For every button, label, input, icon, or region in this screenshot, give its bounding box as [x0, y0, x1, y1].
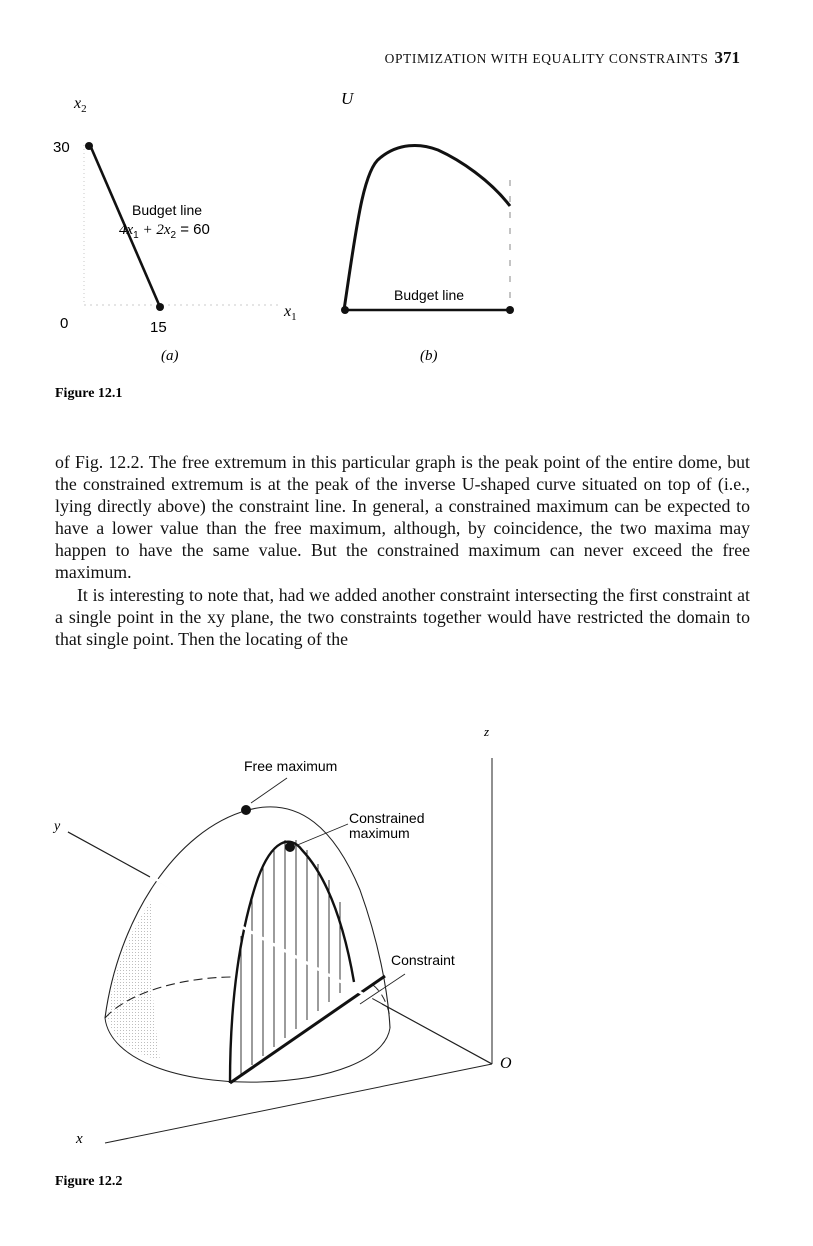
panel-a-origin-label: 0: [60, 315, 69, 332]
x-intercept-point: [156, 303, 164, 311]
free-max-leader: [251, 778, 287, 803]
panel-b-right-point: [506, 306, 514, 314]
y-axis-visible-near: [382, 1004, 492, 1064]
paragraph-2: It is interesting to note that, had we added another constraint intersecting the first constraint at a single point in the xy plane, the two constraints together would have restricted the domain to that single point. Then the locating of the: [55, 584, 750, 649]
paragraph-1: of Fig. 12.2. The free extremum in this particular graph is the peak point of the entire dome, but the constrained extremum is at the peak of the inverse U-shaped curve situated on top of (i.e., lying directly above) the constraint line. In general, a constrained maximum can be expected to have a lower value than the free maximum, although, by coincidence, the two maxima may happen to have the same value. But the constrained maximum can never exceed the free maximum.: [55, 452, 750, 583]
constrained-max-leader: [295, 824, 348, 846]
panel-b-y-axis-label: U: [341, 89, 354, 108]
panel-a-x-axis-label: $x_1$: [284, 303, 297, 323]
budget-line-label: Budget line: [132, 202, 203, 218]
figure-12-2-caption: Figure 12.2: [55, 1174, 123, 1189]
budget-equation: $4x_1 + 2x_2 = 60$: [119, 221, 210, 241]
y-axis-visible: [68, 832, 150, 877]
utility-curve: [344, 145, 510, 310]
panel-a-x-intercept-label: 15: [150, 319, 167, 336]
figure-12-2: [0, 700, 813, 1246]
origin-label: O: [500, 1055, 512, 1072]
free-maximum-point: [241, 805, 251, 815]
figure-12-1-caption: Figure 12.1: [55, 386, 123, 401]
constraint-surface-fill: [230, 842, 354, 1083]
constrained-maximum-label-1: Constrained: [349, 810, 425, 826]
z-axis-label: z: [484, 724, 490, 739]
panel-a-y-axis-label: $x_2$: [74, 95, 87, 115]
y-axis-label: y: [54, 819, 61, 834]
page-number: 371: [714, 48, 740, 67]
panel-a-label: (a): [161, 348, 179, 364]
x-axis: [105, 1064, 492, 1143]
running-head-title: OPTIMIZATION WITH EQUALITY CONSTRAINTS: [384, 51, 709, 66]
constrained-maximum-point: [285, 842, 295, 852]
panel-b-left-point: [341, 306, 349, 314]
panel-a: [53, 95, 297, 364]
body-text: [55, 451, 750, 650]
panel-b-budget-line-label: Budget line: [394, 287, 465, 303]
y-intercept-point: [85, 142, 93, 150]
constraint-label: Constraint: [391, 952, 455, 968]
panel-b: [341, 89, 514, 364]
free-maximum-label: Free maximum: [244, 758, 338, 774]
figure-12-1: [0, 0, 813, 420]
x-axis-label: x: [76, 1131, 83, 1147]
constrained-maximum-label-2: maximum: [349, 825, 410, 841]
dome-shading: [108, 900, 160, 1060]
panel-b-label: (b): [420, 348, 438, 364]
panel-a-y-intercept-label: 30: [53, 139, 70, 156]
